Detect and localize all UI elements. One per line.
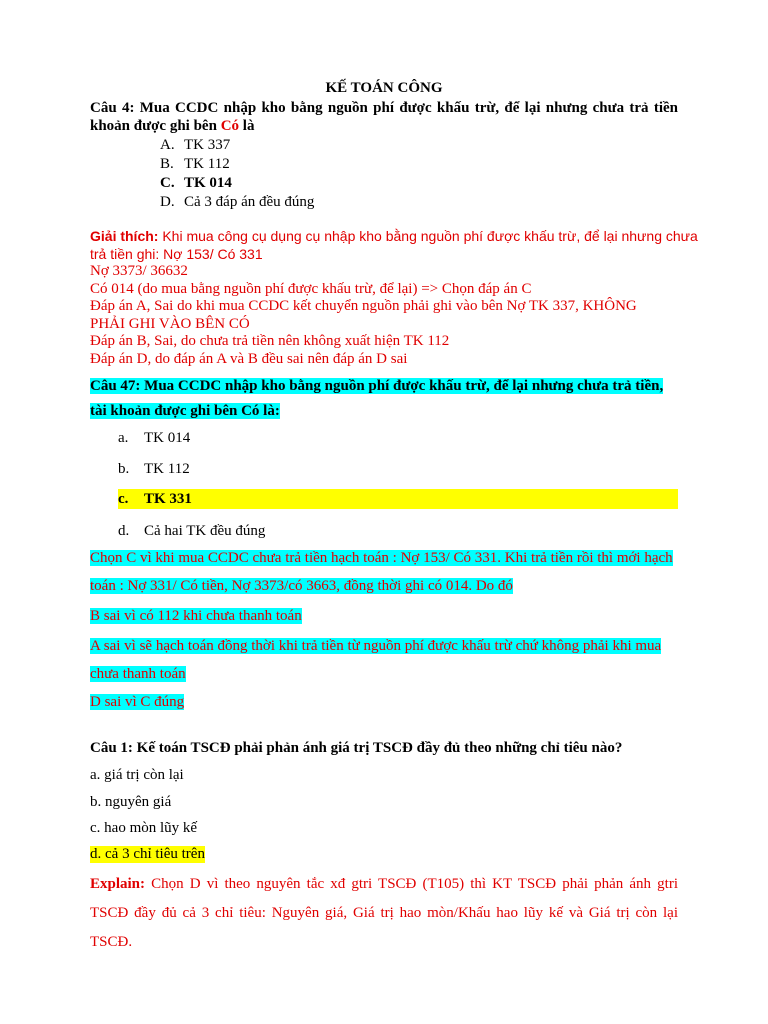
q1-explanation	[90, 870, 678, 957]
question-4-text-end: là	[239, 118, 255, 134]
option-label: TK 112	[144, 461, 190, 477]
explanation-line: D sai vì C đúng	[90, 694, 185, 710]
document-title: KẾ TOÁN CÔNG	[325, 80, 443, 96]
option-label: Cả 3 đáp án đều đúng	[184, 194, 315, 210]
explanation-line: Đáp án D, do đáp án A và B đều sai nên đáp án D sai	[90, 350, 408, 367]
q4-option-d	[160, 193, 314, 211]
option-key: C.	[160, 175, 175, 191]
explanation-line: Có 014 (do mua bằng nguồn phí được khấu trừ, để lại) => Chọn đáp án C	[90, 280, 532, 297]
explanation-line: A sai vì sẽ hạch toán đồng thời khi trả tiền từ nguồn phí được khấu trừ chứ không phải khi mua	[90, 638, 662, 654]
q4-option-a	[160, 136, 230, 154]
option-key: A.	[160, 137, 175, 153]
question-4-text: Câu 4: Mua CCDC nhập kho bằng nguồn phí được khấu trừ, để lại nhưng chưa trả tiền khoản được ghi bên	[90, 100, 678, 134]
option-label: TK 337	[184, 137, 231, 153]
q1-answer-a: a. giá trị còn lại	[90, 767, 184, 783]
explanation-line: PHẢI GHI VÀO BÊN CÓ	[90, 315, 250, 332]
q47-option-b	[118, 459, 190, 479]
explanation-line: Khi mua công cụ dụng cụ nhập kho bằng nguồn phí được khấu trừ, để lại nhưng chưa	[158, 228, 698, 244]
option-key: D.	[160, 194, 175, 210]
explanation-line: Nợ 3373/ 36632	[90, 263, 188, 279]
q47-explanation-3	[90, 634, 678, 686]
q1-answer-c: c. hao mòn lũy kế	[90, 820, 198, 836]
q1-answer-b: b. nguyên giá	[90, 794, 172, 810]
q47-explanation-1	[90, 546, 678, 598]
option-label: TK 014	[144, 430, 191, 446]
q4-explanation	[90, 228, 698, 368]
explanation-line: Chọn C vì khi mua CCDC chưa trả tiền hạch toán : Nợ 153/ Có 331. Khi trả tiền rồi thì mới hạch	[90, 550, 673, 566]
explanation-line: Đáp án B, Sai, do chưa trả tiền nên không xuất hiện TK 112	[90, 333, 450, 349]
option-key: B.	[160, 156, 174, 172]
option-key: c.	[118, 491, 129, 507]
option-label: TK 112	[184, 156, 230, 172]
q4-option-b	[160, 155, 230, 173]
option-label: TK 014	[184, 175, 232, 191]
q1-answer-d: d. cả 3 chỉ tiêu trên	[90, 846, 205, 862]
option-key: b.	[118, 461, 130, 477]
option-key: d.	[118, 523, 130, 539]
explanation-line: Đáp án A, Sai do khi mua CCDC kết chuyển nguồn phải ghi vào bên Nợ TK 337, KHÔNG	[90, 298, 637, 314]
option-label: Cả hai TK đều đúng	[144, 523, 266, 539]
option-key: a.	[118, 430, 129, 446]
explanation-line: B sai vì có 112 khi chưa thanh toán	[90, 608, 302, 624]
question-4-highlight-word: Có	[220, 118, 240, 134]
explain-text: Chọn D vì theo nguyên tắc xđ gtri TSCĐ (T105) thì KT TSCĐ phải phản ánh gtri TSCĐ đầy đủ cả 3 chỉ tiêu: Nguyên giá, Giá trị hao mòn/Khấu hao lũy kế và Giá trị còn lại TSCĐ.	[90, 876, 678, 950]
q47-explanation-2	[90, 604, 678, 628]
explanation-line: toán : Nợ 331/ Có tiền, Nợ 3373/có 3663, đồng thời ghi có 014. Do đó	[90, 578, 513, 594]
question-47	[90, 374, 678, 424]
explain-label: Explain:	[90, 876, 146, 892]
question-47-line: Câu 47: Mua CCDC nhập kho bằng nguồn phí được khấu trừ, để lại nhưng chưa trả tiền,	[90, 378, 664, 394]
question-1: Câu 1: Kế toán TSCĐ phải phản ánh giá trị TSCĐ đầy đủ theo những chỉ tiêu nào?	[90, 740, 623, 756]
explanation-line: trả tiền ghi: Nợ 153/ Có 331	[90, 245, 263, 262]
q47-option-d	[118, 521, 265, 541]
question-47-line: tài khoản được ghi bên Có là:	[90, 403, 280, 419]
explanation-line: chưa thanh toán	[90, 666, 186, 682]
explanation-label: Giải thích:	[90, 228, 159, 244]
question-4	[90, 99, 678, 135]
q4-option-c	[160, 174, 232, 192]
q47-explanation-4	[90, 690, 678, 714]
option-label: TK 331	[144, 491, 192, 507]
q47-option-a	[118, 428, 190, 448]
q47-option-c	[118, 489, 678, 509]
